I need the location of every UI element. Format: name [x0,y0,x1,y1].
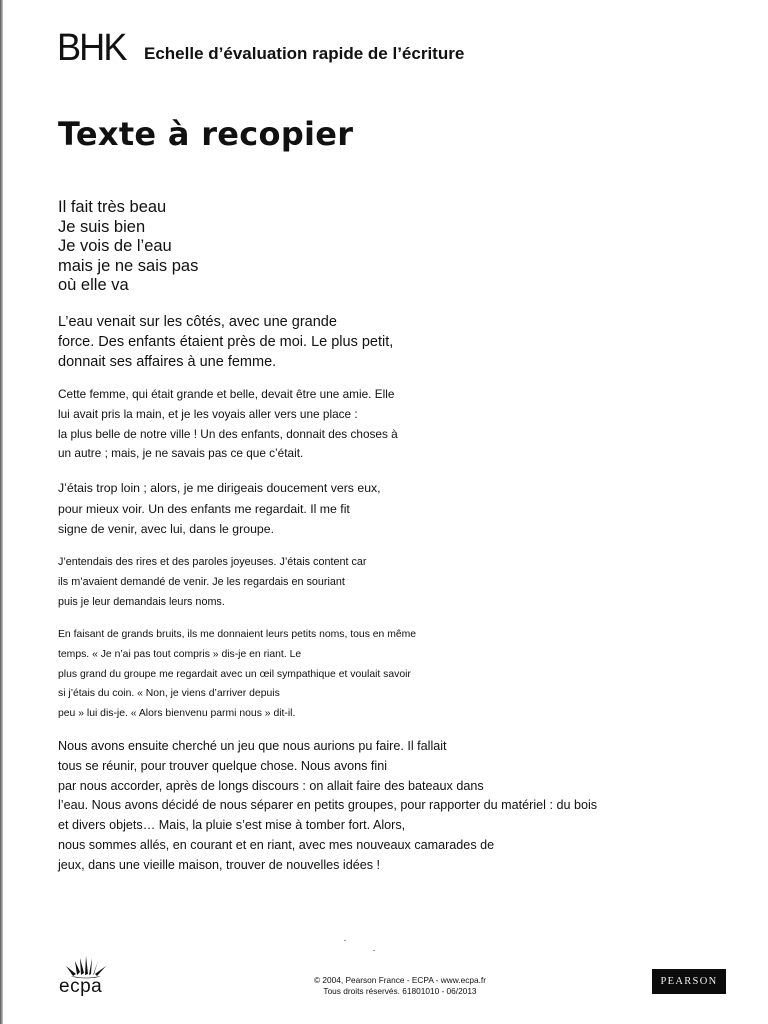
poem [58,198,198,296]
paragraph-line: peu » lui dis-je. « Alors bienvenu parmi nous » dit-il. [58,708,296,720]
paragraph-2 [58,385,398,464]
pearson-logo: PEARSON [652,969,726,994]
bhk-logo: BHK [57,27,126,69]
paragraph-line: Cette femme, qui était grande et belle, devait être une amie. Elle [58,387,395,401]
copyright-line: © 2004, Pearson France - ECPA - www.ecpa.fr [314,975,486,985]
paragraph-1 [58,312,393,372]
paragraph-line: J’entendais des rires et des paroles joyeuses. J’étais content car [58,556,367,568]
paragraph-line: lui avait pris la main, et je les voyais aller vers une place : [58,406,358,421]
paragraph-line: nous sommes allés, en courant et en riant, avec mes nouveaux camarades de [58,837,495,852]
poem-line: Je vois de l’eau [58,237,172,255]
paragraph-line: signe de venir, avec lui, dans le groupe. [58,522,275,536]
paragraph-line: L’eau venait sur les côtés, avec une grande [58,314,337,330]
paragraph-line: force. Des enfants étaient près de moi. Le plus petit, [58,334,394,350]
paragraph-line: temps. « Je n’ai pas tout compris » dis-je en riant. Le [58,648,302,660]
paragraph-3 [58,478,381,540]
poem-line: mais je ne sais pas [58,256,199,275]
paragraph-line: un autre ; mais, je ne savais pas ce que c’était. [58,446,304,461]
copyright-notice [290,975,510,997]
copyright-line: Tous droits réservés. 61801010 - 06/2013 [323,986,477,996]
scan-speck [373,950,375,951]
paragraph-line: donnait ses affaires à une femme. [58,354,277,370]
paragraph-6 [58,737,597,876]
paragraph-line: et divers objets… Mais, la pluie s’est mise à tomber fort. Alors, [58,818,406,833]
paragraph-line: J’étais trop loin ; alors, je me dirigeais doucement vers eux, [58,481,381,495]
paragraph-line: Nous avons ensuite cherché un jeu que nous aurions pu faire. Il fallait [58,739,447,753]
paragraph-line: puis je leur demandais leurs noms. [58,596,225,608]
poem-line: où elle va [58,276,129,294]
paragraph-line: par nous accorder, après de longs discours : on allait faire des bateaux dans [58,778,484,793]
paragraph-line: En faisant de grands bruits, ils me donnaient leurs petits noms, tous en même [58,629,417,640]
paragraph-line: jeux, dans une vieille maison, trouver de nouvelles idées ! [58,857,381,872]
paragraph-line: tous se réunir, pour trouver quelque chose. Nous avons fini [58,758,388,773]
page-title: Texte à recopier [58,115,354,153]
paragraph-line: si j’étais du coin. « Non, je viens d’arriver depuis [58,688,280,700]
paragraph-4 [58,552,366,612]
paragraph-line: ils m’avaient demandé de venir. Je les regardais en souriant [58,576,345,588]
poem-line: Il fait très beau [58,198,167,216]
paragraph-line: pour mieux voir. Un des enfants me regardait. Il me fit [58,501,350,516]
paragraph-5 [58,625,416,724]
poem-line: Je suis bien [58,217,146,236]
header-title: Echelle d’évaluation rapide de l’écriture [144,44,465,63]
page-edge [0,0,3,1024]
paragraph-line: la plus belle de notre ville ! Un des enfants, donnait des choses à [58,426,398,441]
paragraph-line: l’eau. Nous avons décidé de nous séparer en petits groupes, pour rapporter du matériel : du bois [58,798,598,813]
ecpa-logo-text: ecpa [59,976,103,997]
paragraph-line: plus grand du groupe me regardait avec un œil sympathique et voulait savoir [58,668,411,680]
scan-speck [344,940,346,941]
